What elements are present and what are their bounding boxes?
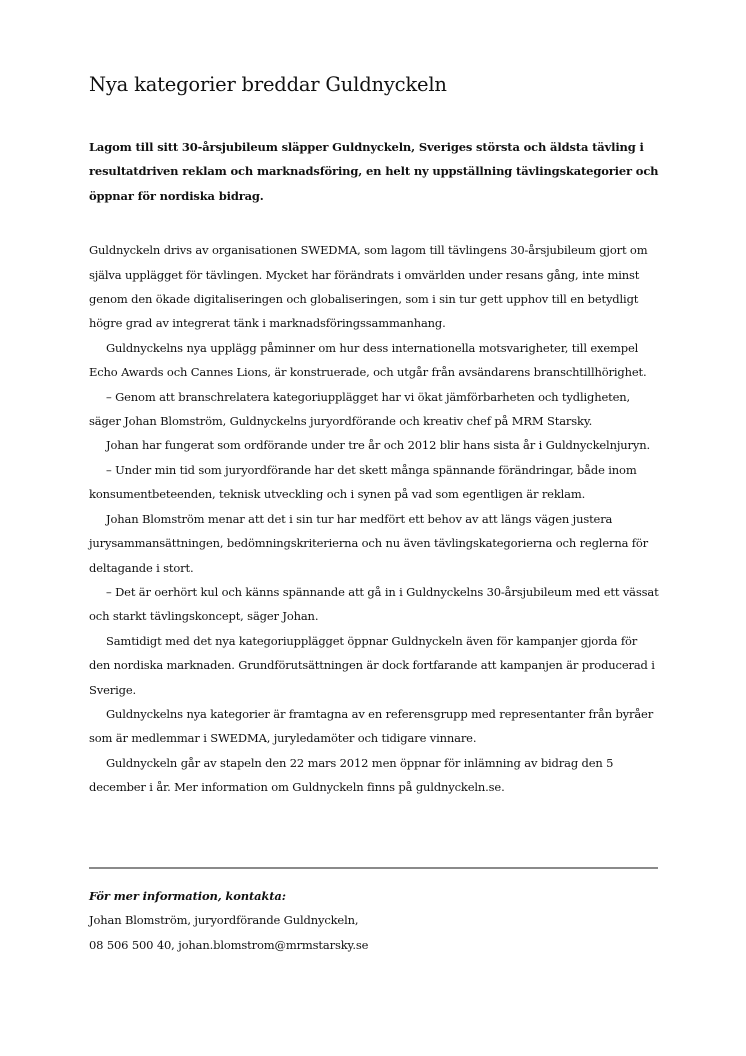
body-paragraph-10: Guldnyckeln går av stapeln den 22 mars 2012 men öppnar för inlämning av bidrag den 5 december i år. Mer information om Guldnyckeln finns på guldnyckeln.se. <box>89 755 614 795</box>
body-paragraph-7: – Det är oerhört kul och känns spännande att gå in i Guldnyckelns 30-årsjubileum med ett vässat och starkt tävlingskoncept, säger Johan. <box>89 584 659 624</box>
body-paragraph-3: – Genom att branschrelatera kategoriupplägget har vi ökat jämförbarheten och tydligheten, säger Johan Blomström, Guldnyckelns juryordförande och kreativ chef på MRM Starsky. <box>89 389 631 429</box>
lead-paragraph: Lagom till sitt 30-årsjubileum släpper Guldnyckeln, Sveriges största och äldsta tävling i resultatdriven reklam och marknadsföring, en helt ny uppställning tävlingskategorier och öppnar för nordiska bidrag. <box>89 140 659 203</box>
divider-rule <box>89 867 658 869</box>
contact-details: 08 506 500 40, johan.blomstrom@mrmstarsky.se <box>89 937 369 952</box>
body-paragraph-6: Johan Blomström menar att det i sin tur har medfört ett behov av att längs vägen justera jurysammansättningen, bedömningskriterierna och nu även tävlingskategorierna och reglerna för deltagande i stort. <box>89 511 649 575</box>
body-paragraph-9: Guldnyckelns nya kategorier är framtagna av en referensgrupp med representanter från byråer som är medlemmar i SWEDMA, juryledamöter och tidigare vinnare. <box>89 706 654 746</box>
contact-heading: För mer information, kontakta: <box>89 889 286 903</box>
document-title: Nya kategorier breddar Guldnyckeln <box>89 73 447 96</box>
contact-name: Johan Blomström, juryordförande Guldnyckeln, <box>89 913 359 928</box>
body-paragraph-4: Johan har fungerat som ordförande under tre år och 2012 blir hans sista år i Guldnyckelnjuryn. <box>106 438 650 453</box>
body-paragraph-1: Guldnyckeln drivs av organisationen SWEDMA, som lagom till tävlingens 30-årsjubileum gjort om själva upplägget för tävlingen. Mycket har förändrats i omvärlden under resans gång, inte minst genom den ökade digitaliseringen och globaliseringen, som i sin tur gett upphov till en betydligt högre grad av integrerat tänk i marknadsföringssammanhang. <box>89 243 648 331</box>
document-content <box>89 72 661 800</box>
body-paragraph-2: Guldnyckelns nya upplägg påminner om hur dess internationella motsvarigheter, till exempel Echo Awards och Cannes Lions, är konstruerade, och utgår från avsändarens branschtillhörighet. <box>89 340 647 380</box>
body-paragraph-8: Samtidigt med det nya kategoriupplägget öppnar Guldnyckeln även för kampanjer gjorda för den nordiska marknaden. Grundförutsättningen är dock fortfarande att kampanjen är producerad i Sverige. <box>89 633 655 697</box>
body-paragraph-5: – Under min tid som juryordförande har det skett många spännande förändringar, både inom konsumentbeteenden, teknisk utveckling och i synen på vad som egentligen är reklam. <box>89 462 637 502</box>
contact-block <box>89 884 661 957</box>
body-text <box>89 238 661 799</box>
